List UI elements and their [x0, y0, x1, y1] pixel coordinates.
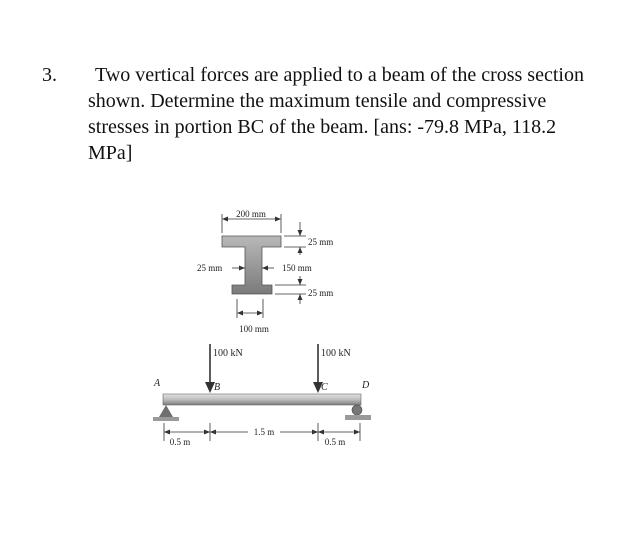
point-b-label: B [214, 382, 221, 393]
height-dimensions [275, 222, 333, 304]
top-flange-thickness-label: 25 mm [308, 237, 334, 247]
loaded-beam [153, 344, 371, 447]
left-pin-support [159, 405, 173, 417]
flange-width-label: 200 mm [236, 209, 266, 219]
problem-statement: Two vertical forces are applied to a beam of the cross section shown. Determine the maximum tensile and compressive stresses in portion BC of the beam. [ans: -79.8 MPa, 118.2 MPa] [88, 64, 584, 164]
problem-number: 3. [42, 64, 57, 86]
bottom-width-label: 100 mm [239, 324, 269, 334]
right-roller-support [352, 405, 362, 415]
cross-section [197, 209, 333, 334]
web-thickness-dimension [197, 263, 274, 273]
span-cd-label: 0.5 m [324, 437, 346, 447]
load-c-label: 100 kN [321, 348, 351, 359]
flange-width-dimension [222, 209, 281, 233]
left-ground [153, 417, 179, 421]
point-a-label: A [154, 378, 161, 389]
span-dimensions [164, 423, 360, 447]
point-d-label: D [362, 380, 370, 391]
load-b-label: 100 kN [213, 348, 243, 359]
beam-body [163, 394, 361, 405]
span-bc-label: 1.5 m [253, 427, 275, 437]
i-beam-section [222, 236, 281, 294]
bottom-width-dimension [237, 299, 269, 334]
point-c-label: C [321, 382, 328, 393]
web-thickness-label: 25 mm [197, 263, 223, 273]
web-height-label: 150 mm [282, 263, 312, 273]
bottom-flange-thickness-label: 25 mm [308, 288, 334, 298]
right-ground [345, 415, 371, 420]
span-ab-label: 0.5 m [169, 437, 191, 447]
